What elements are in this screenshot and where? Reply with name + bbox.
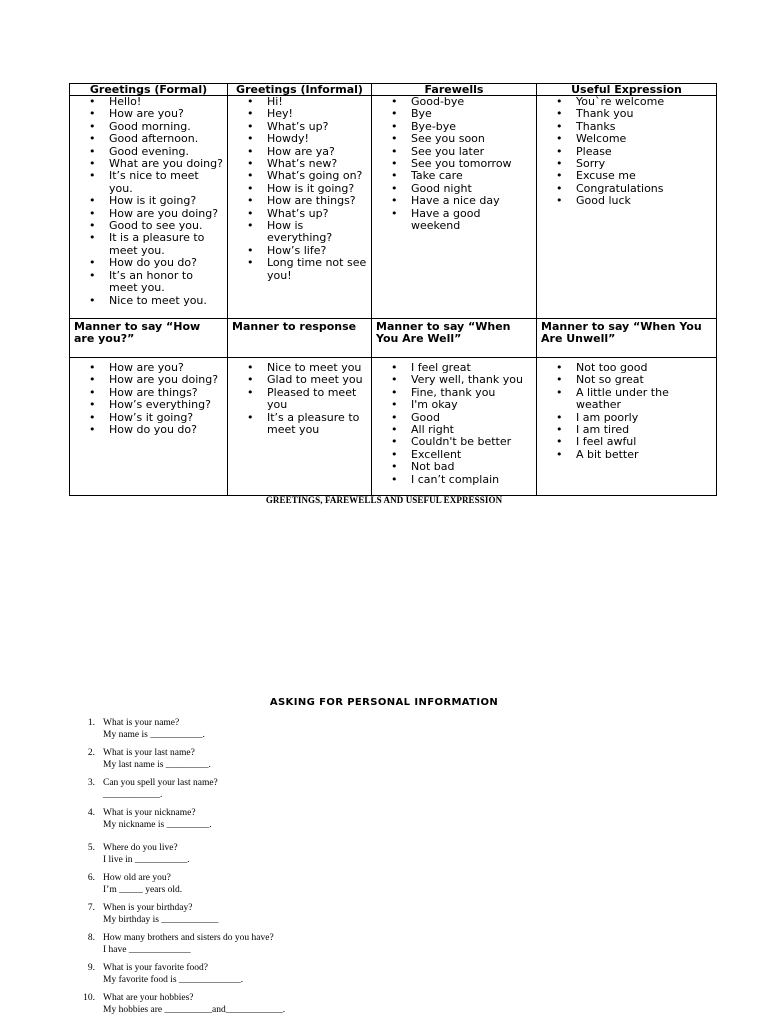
- question-text: What is your name?: [103, 718, 180, 728]
- list-item: • Hi!: [228, 96, 371, 108]
- question-number: 10.: [83, 993, 95, 1003]
- list-item: • What’s up?: [228, 208, 371, 220]
- personal-info-questions: [80, 718, 285, 1016]
- list-item: • Not bad: [372, 461, 536, 473]
- list-item: • Good night: [372, 183, 536, 195]
- list-item: • All right: [372, 424, 536, 436]
- list-item: • What’s new?: [228, 158, 371, 170]
- list-item: • How are things?: [70, 387, 227, 399]
- list-item: • Congratulations: [537, 183, 716, 195]
- header-when-unwell: Manner to say “When You Are Unwell”: [537, 319, 717, 358]
- list-item: • See you tomorrow: [372, 158, 536, 170]
- section-title: ASKING FOR PERSONAL INFORMATION: [269, 697, 499, 708]
- list-when-unwell: [537, 362, 716, 461]
- question-number: 7.: [87, 903, 95, 913]
- list-item: • Hey!: [228, 108, 371, 120]
- list-item: • It’s an honor to meet you.: [70, 270, 227, 295]
- question-number: 6.: [87, 873, 95, 883]
- answer-blank: I have _____________: [103, 944, 191, 955]
- list-item: • Good to see you.: [70, 220, 227, 232]
- header-row-bottom: [70, 319, 717, 358]
- question-number: 8.: [87, 933, 95, 943]
- header-farewells: Farewells: [372, 84, 537, 96]
- list-item: • How are you doing?: [70, 208, 227, 220]
- list-greetings-formal: [70, 96, 227, 307]
- list-item: • Long time not see you!: [228, 257, 371, 282]
- list-item: • Good afternoon.: [70, 133, 227, 145]
- list-item: • Good luck: [537, 195, 716, 207]
- question-number: 1.: [87, 718, 95, 728]
- cell-greetings-formal: [70, 96, 228, 319]
- list-item: • How is everything?: [228, 220, 371, 245]
- answer-blank: My name is ___________.: [103, 729, 205, 740]
- question-text: When is your birthday?: [103, 903, 193, 913]
- header-greetings-formal: Greetings (Formal): [70, 84, 228, 96]
- question-text: What is your nickname?: [103, 808, 196, 818]
- list-item: • Hello!: [70, 96, 227, 108]
- answer-blank: My birthday is ____________: [103, 914, 219, 925]
- list-item: • It’s a pleasure to meet you: [228, 412, 371, 437]
- list-item: • What’s going on?: [228, 170, 371, 182]
- list-item: • How do you do?: [70, 424, 227, 436]
- question-item: [80, 933, 285, 956]
- list-item: • I feel great: [372, 362, 536, 374]
- answer-blank: ____________.: [103, 789, 163, 800]
- list-item: • See you soon: [372, 133, 536, 145]
- list-item: • Thank you: [537, 108, 716, 120]
- list-item: • Not so great: [537, 374, 716, 386]
- list-item: • Glad to meet you: [228, 374, 371, 386]
- list-useful-expression: [537, 96, 716, 208]
- question-text: How old are you?: [103, 873, 171, 883]
- answer-blank: My nickname is _________.: [103, 819, 212, 830]
- list-item: • How are you?: [70, 108, 227, 120]
- list-item: • How are you?: [70, 362, 227, 374]
- list-item: • How is it going?: [228, 183, 371, 195]
- list-manner-response: [228, 362, 371, 436]
- body-row-bottom: [70, 358, 717, 496]
- list-item: • I am poorly: [537, 412, 716, 424]
- question-text: What is your favorite food?: [103, 963, 208, 973]
- question-item: [80, 873, 285, 896]
- list-item: • Have a good weekend: [372, 208, 536, 233]
- cell-when-well: [372, 358, 537, 496]
- list-item: • Nice to meet you: [228, 362, 371, 374]
- question-number: 5.: [87, 843, 95, 853]
- list-item: • How are you doing?: [70, 374, 227, 386]
- cell-farewells: [372, 96, 537, 319]
- list-item: • Welcome: [537, 133, 716, 145]
- list-item: • How is it going?: [70, 195, 227, 207]
- list-item: • A bit better: [537, 449, 716, 461]
- list-when-well: [372, 362, 536, 486]
- question-item: [80, 778, 285, 801]
- question-number: 9.: [87, 963, 95, 973]
- list-item: • Have a nice day: [372, 195, 536, 207]
- question-item: [80, 993, 285, 1016]
- answer-blank: I live in ___________.: [103, 854, 190, 865]
- list-item: • I am tired: [537, 424, 716, 436]
- list-item: • Good-bye: [372, 96, 536, 108]
- list-item: • It is a pleasure to meet you.: [70, 232, 227, 257]
- list-item: • Nice to meet you.: [70, 295, 227, 307]
- answer-blank: My hobbies are __________and____________.: [103, 1004, 286, 1015]
- expressions-table: [69, 83, 717, 496]
- question-text: How many brothers and sisters do you have?: [103, 933, 274, 943]
- question-item: [80, 748, 285, 771]
- header-how-are-you: Manner to say “How are you?”: [70, 319, 228, 358]
- list-item: • I'm okay: [372, 399, 536, 411]
- cell-when-unwell: [537, 358, 717, 496]
- question-number: 2.: [87, 748, 95, 758]
- header-manner-response: Manner to response: [228, 319, 372, 358]
- list-item: • Howdy!: [228, 133, 371, 145]
- list-item: • Sorry: [537, 158, 716, 170]
- question-number: 4.: [87, 808, 95, 818]
- list-item: • Very well, thank you: [372, 374, 536, 386]
- list-item: • Good evening.: [70, 146, 227, 158]
- list-greetings-informal: [228, 96, 371, 282]
- list-item: • Excellent: [372, 449, 536, 461]
- answer-blank: My favorite food is _____________.: [103, 974, 244, 985]
- list-item: • Bye: [372, 108, 536, 120]
- list-item: • I can’t complain: [372, 474, 536, 486]
- list-item: • How’s everything?: [70, 399, 227, 411]
- list-item: • Good morning.: [70, 121, 227, 133]
- list-item: • How do you do?: [70, 257, 227, 269]
- answer-blank: I’m _____ years old.: [103, 884, 183, 895]
- list-item: • Take care: [372, 170, 536, 182]
- header-row-top: [70, 84, 717, 96]
- list-item: • What’s up?: [228, 121, 371, 133]
- list-item: • It’s nice to meet you.: [70, 170, 227, 195]
- answer-blank: My last name is _________.: [103, 759, 211, 770]
- list-item: • Bye-bye: [372, 121, 536, 133]
- question-text: Can you spell your last name?: [103, 778, 218, 788]
- list-item: • What are you doing?: [70, 158, 227, 170]
- question-item: [80, 963, 285, 986]
- header-when-well: Manner to say “When You Are Well”: [372, 319, 537, 358]
- list-item: • How’s life?: [228, 245, 371, 257]
- list-item: • How’s it going?: [70, 412, 227, 424]
- list-item: • I feel awful: [537, 436, 716, 448]
- question-text: Where do you live?: [103, 843, 178, 853]
- cell-useful-expression: [537, 96, 717, 319]
- list-item: • Couldn't be better: [372, 436, 536, 448]
- question-text: What are your hobbies?: [103, 993, 194, 1003]
- list-item: • How are ya?: [228, 146, 371, 158]
- question-item: [80, 843, 285, 866]
- list-item: • You`re welcome: [537, 96, 716, 108]
- question-text: What is your last name?: [103, 748, 195, 758]
- list-item: • Fine, thank you: [372, 387, 536, 399]
- cell-how-are-you: [70, 358, 228, 496]
- question-item: [80, 903, 285, 926]
- cell-greetings-informal: [228, 96, 372, 319]
- list-item: • Not too good: [537, 362, 716, 374]
- list-item: • See you later: [372, 146, 536, 158]
- list-item: • How are things?: [228, 195, 371, 207]
- body-row-top: [70, 96, 717, 319]
- list-item: • A little under the weather: [537, 387, 716, 412]
- header-useful-expression: Useful Expression: [537, 84, 717, 96]
- list-item: • Thanks: [537, 121, 716, 133]
- question-number: 3.: [87, 778, 95, 788]
- list-item: • Good: [372, 412, 536, 424]
- list-item: • Please: [537, 146, 716, 158]
- list-item: • Excuse me: [537, 170, 716, 182]
- header-greetings-informal: Greetings (Informal): [228, 84, 372, 96]
- list-farewells: [372, 96, 536, 232]
- question-item: [80, 718, 285, 741]
- list-item: • Pleased to meet you: [228, 387, 371, 412]
- cell-manner-response: [228, 358, 372, 496]
- list-how-are-you: [70, 362, 227, 436]
- table-caption: GREETINGS, FAREWELLS AND USEFUL EXPRESSION: [265, 495, 503, 505]
- question-item: [80, 808, 285, 831]
